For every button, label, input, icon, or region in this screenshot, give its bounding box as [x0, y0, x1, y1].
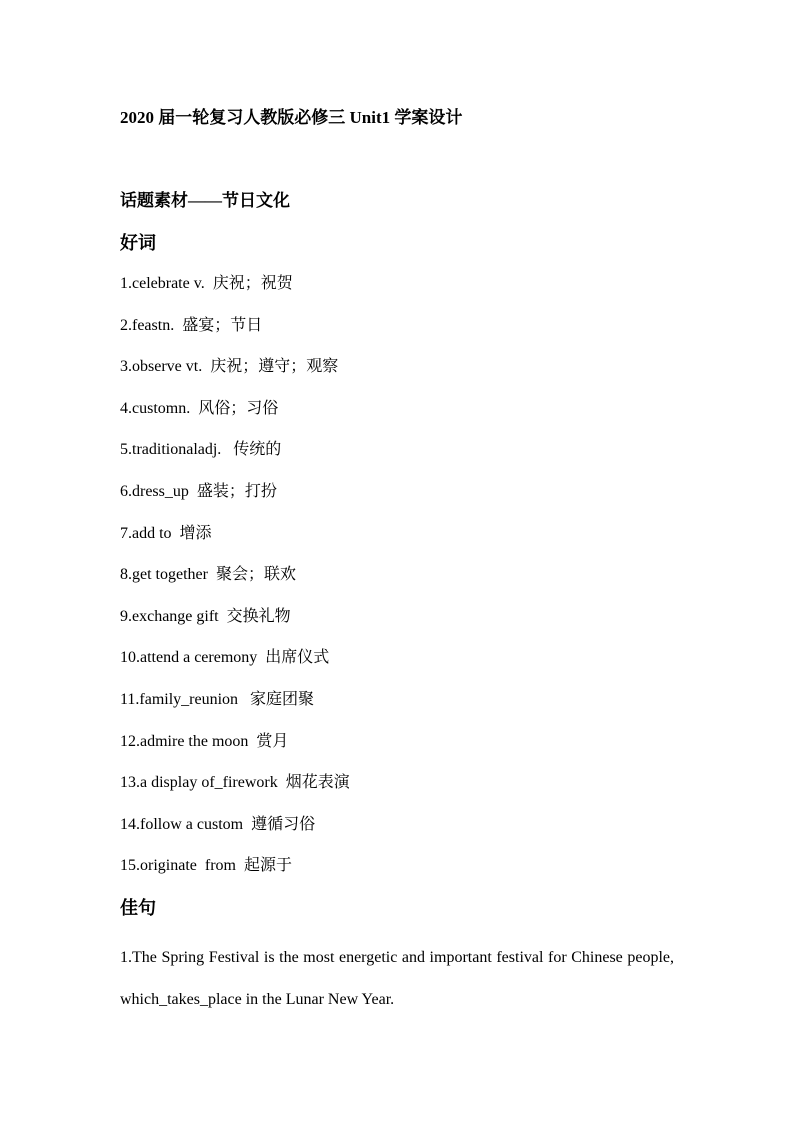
topic-heading: 话题素材——节日文化 — [120, 191, 290, 210]
vocab-item-4: 4.customn. 风俗；习俗 — [120, 399, 279, 417]
sentence-1: 1.The Spring Festival is the most energetic and important festival for Chinese people, which_takes_place in the Lunar New Year. — [120, 949, 674, 1008]
vocab-item-7: 7.add to 增添 — [120, 524, 212, 542]
vocab-item-10: 10.attend a ceremony 出席仪式 — [120, 649, 330, 667]
vocab-item-2: 2.feastn. 盛宴；节日 — [120, 316, 263, 334]
vocab-item-1: 1.celebrate v. 庆祝；祝贺 — [120, 275, 293, 292]
vocab-item-6: 6.dress_up 盛装；打扮 — [120, 482, 277, 500]
vocab-item-9: 9.exchange gift 交换礼物 — [120, 607, 291, 625]
vocab-item-5: 5.traditionaladj. 传统的 — [120, 441, 282, 459]
vocab-item-11: 11.family_reunion 家庭团聚 — [120, 690, 315, 708]
vocab-heading: 好词 — [120, 233, 156, 253]
vocab-item-15: 15.originate from 起源于 — [120, 857, 292, 875]
vocab-list — [120, 272, 350, 896]
vocab-item-14: 14.follow a custom 遵循习俗 — [120, 815, 316, 833]
vocab-item-13: 13.a display of_firework 烟花表演 — [120, 774, 350, 792]
vocab-item-3: 3.observe vt. 庆祝；遵守；观察 — [120, 358, 339, 376]
document-title: 2020 届一轮复习人教版必修三 Unit1 学案设计 — [120, 108, 463, 127]
vocab-item-12: 12.admire the moon 赏月 — [120, 732, 289, 750]
sentence-heading: 佳句 — [120, 898, 156, 918]
vocab-item-8: 8.get together 聚会；联欢 — [120, 566, 296, 584]
